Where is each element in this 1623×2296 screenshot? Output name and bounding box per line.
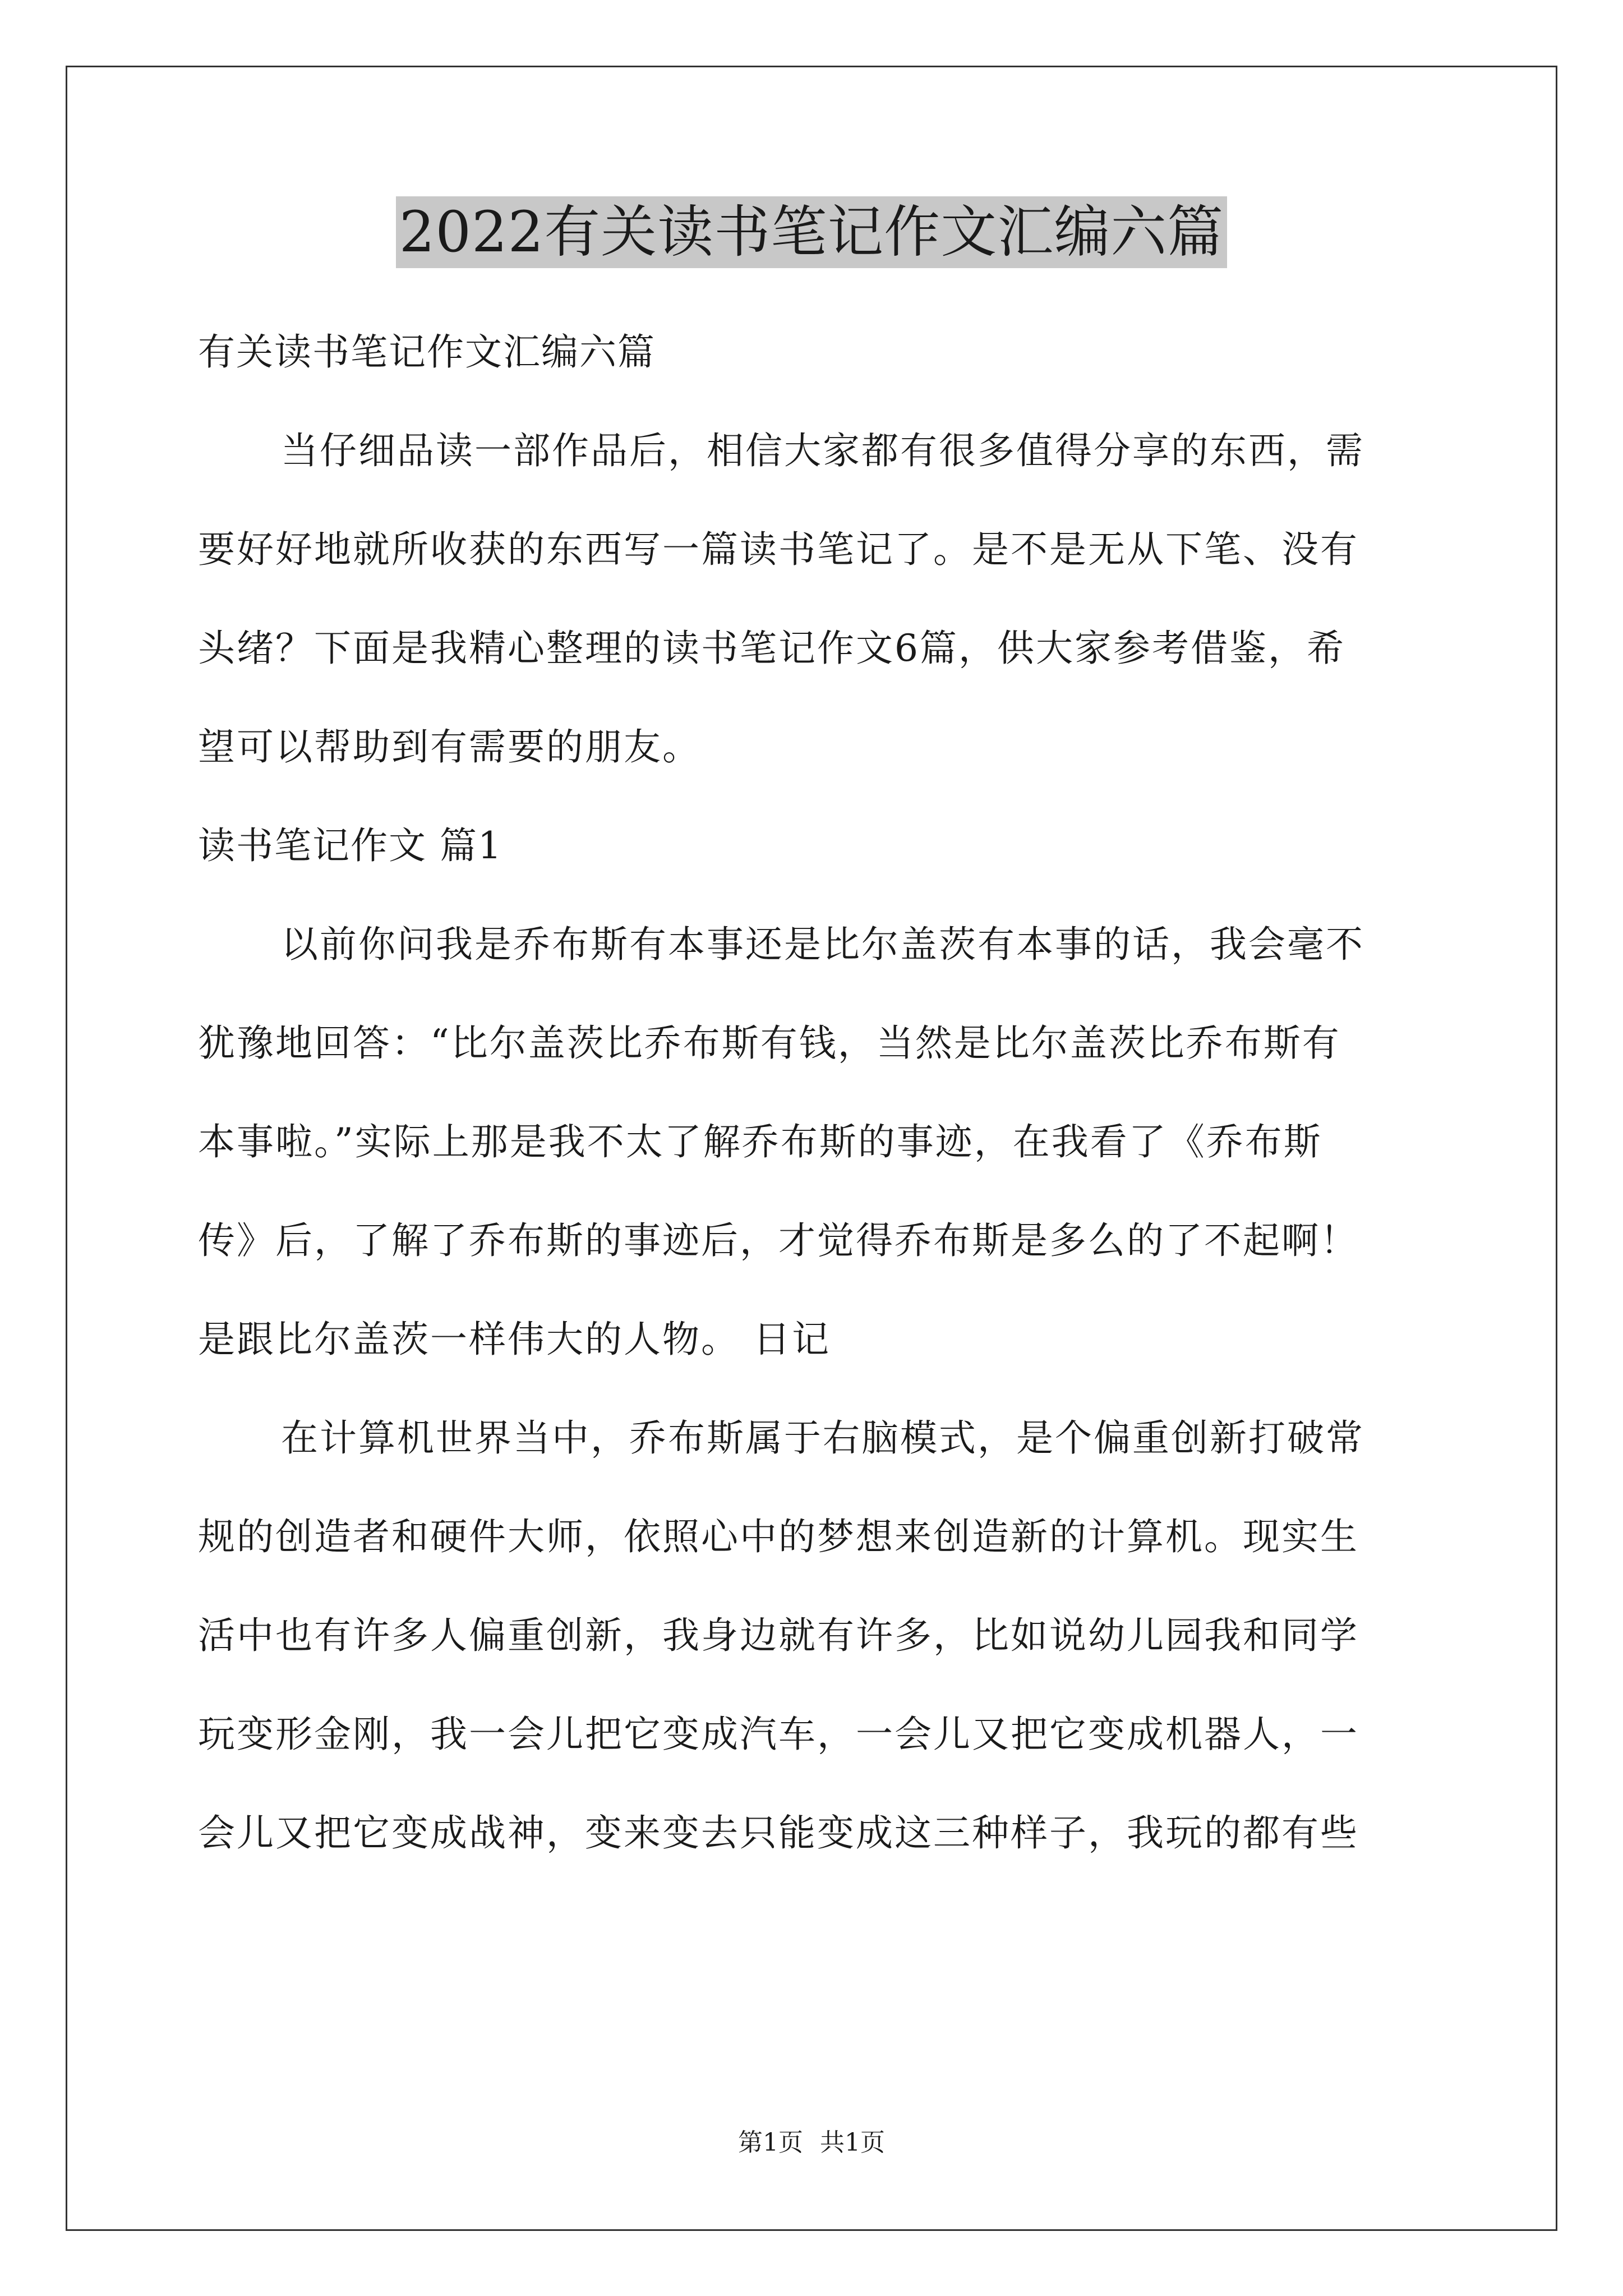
- paragraph-line: 本事啦。”实际上那是我不太了解乔布斯的事迹，在我看了《乔布斯: [198, 1120, 1322, 1163]
- intro-line: 望可以帮助到有需要的朋友。: [198, 725, 701, 769]
- intro-line: 当仔细品读一部作品后，相信大家都有很多值得分享的东西，需: [281, 429, 1364, 472]
- section-heading: 读书笔记作文 篇1: [198, 824, 502, 867]
- paragraph-line: 传》后，了解了乔布斯的事迹后，才觉得乔布斯是多么的了不起啊！: [198, 1219, 1359, 1262]
- document-body: [198, 303, 1432, 1883]
- paragraph-line: 在计算机世界当中，乔布斯属于右脑模式，是个偏重创新打破常: [281, 1416, 1364, 1460]
- intro-line: 要好好地就所收获的东西写一篇读书笔记了。是不是无从下笔、没有: [198, 528, 1359, 571]
- page-number-current: 第1页: [738, 2128, 803, 2157]
- title-container: [0, 196, 1623, 268]
- document-subtitle: 有关读书笔记作文汇编六篇: [198, 330, 656, 374]
- page-number-total: 共1页: [820, 2128, 885, 2157]
- paragraph-line: 活中也有许多人偏重创新，我身边就有许多，比如说幼儿园我和同学: [198, 1614, 1359, 1657]
- document-title: 2022有关读书笔记作文汇编六篇: [396, 196, 1228, 268]
- paragraph-line: 会儿又把它变成战神，变来变去只能变成这三种样子，我玩的都有些: [198, 1811, 1359, 1855]
- page-footer: [0, 2127, 1623, 2159]
- paragraph-line: 规的创造者和硬件大师，依照心中的梦想来创造新的计算机。现实生: [198, 1515, 1359, 1558]
- paragraph-line: 玩变形金刚，我一会儿把它变成汽车，一会儿又把它变成机器人，一: [198, 1713, 1359, 1756]
- paragraph-line: 以前你问我是乔布斯有本事还是比尔盖茨有本事的话，我会毫不: [281, 923, 1364, 966]
- paragraph-line: 是跟比尔盖茨一样伟大的人物。 日记: [198, 1318, 831, 1361]
- paragraph-line: 犹豫地回答：“比尔盖茨比乔布斯有钱，当然是比尔盖茨比乔布斯有: [198, 1022, 1341, 1065]
- intro-line: 头绪？下面是我精心整理的读书笔记作文6篇，供大家参考借鉴，希: [198, 627, 1345, 670]
